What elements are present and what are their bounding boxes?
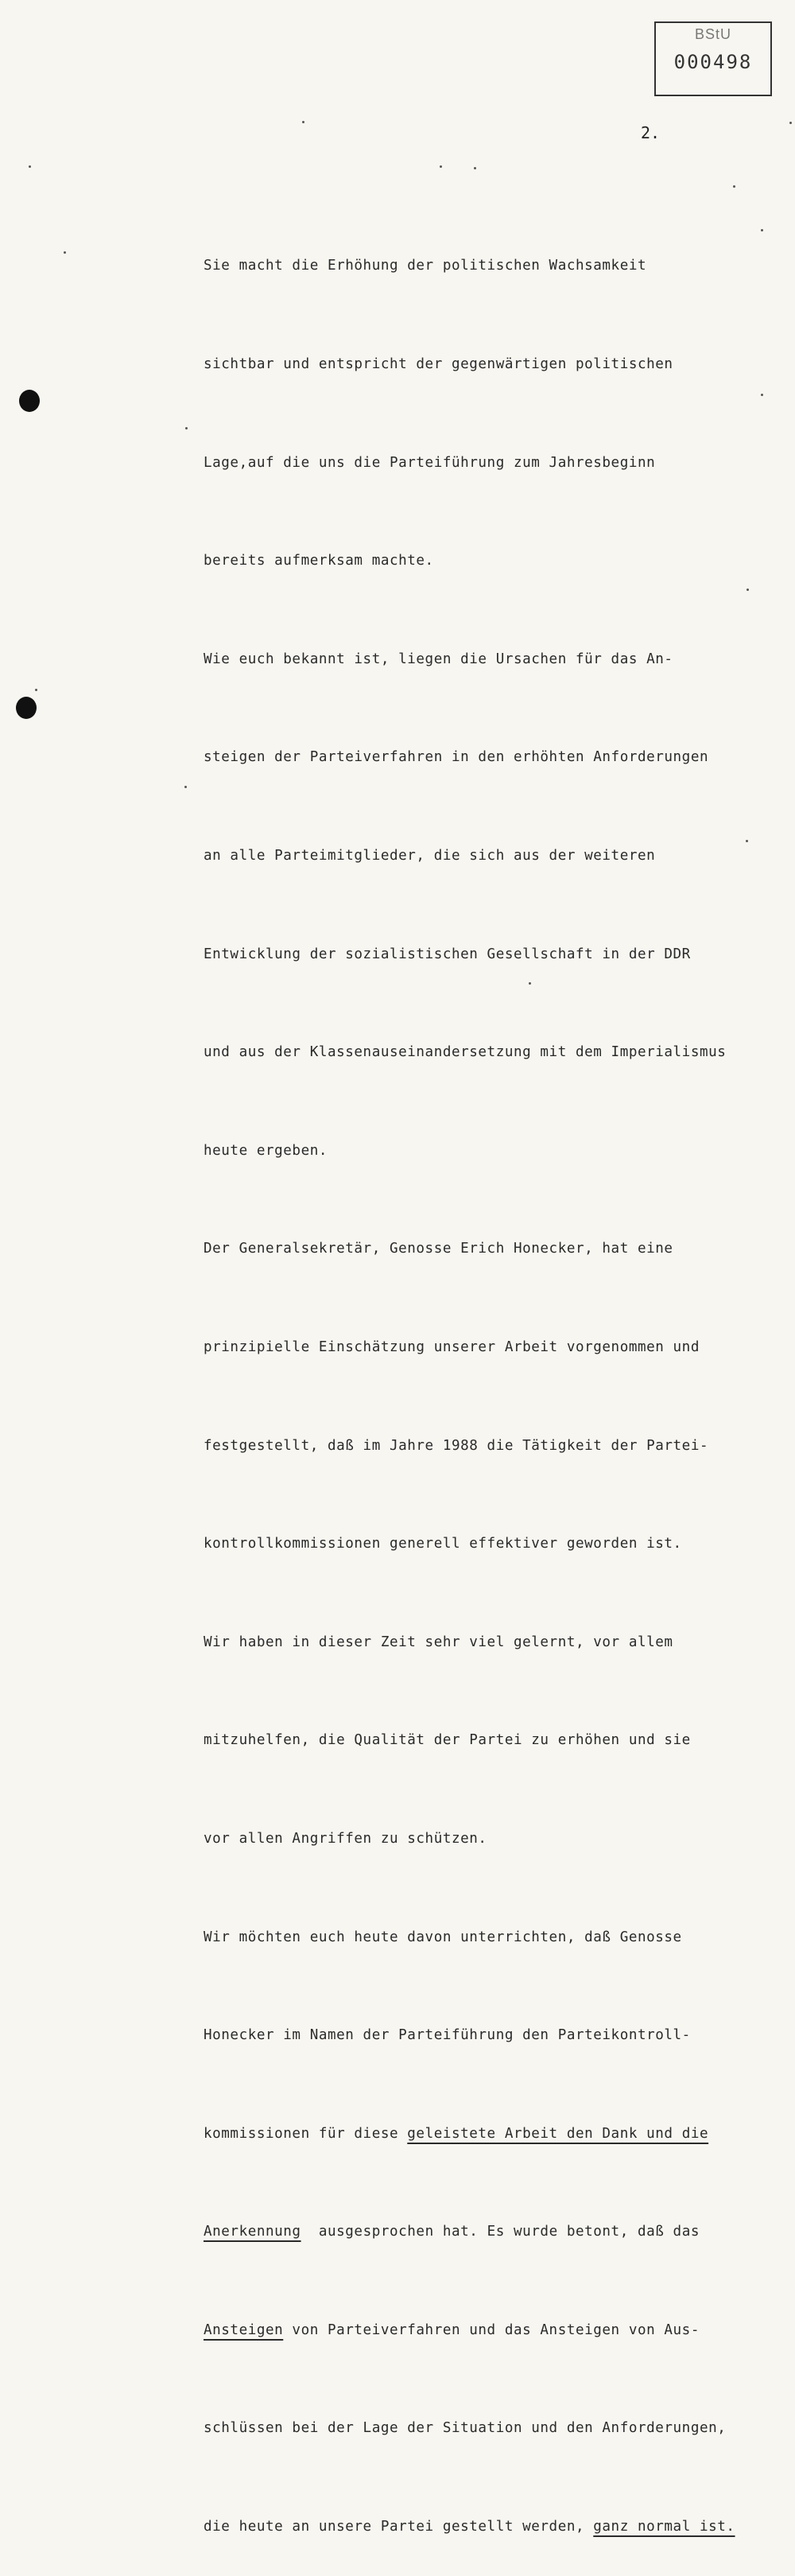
scan-speck xyxy=(29,165,31,168)
text-line: Honecker im Namen der Parteiführung den Parteikontroll- xyxy=(204,2027,691,2044)
text-line xyxy=(204,2314,776,2347)
scan-speck xyxy=(474,167,476,169)
text-line: schlüssen bei der Lage der Situation und den Anforderungen, xyxy=(204,2420,727,2437)
text-line xyxy=(204,2118,776,2151)
text-segment: die heute an unsere Partei gestellt werden, xyxy=(204,2519,594,2535)
document-body xyxy=(204,185,776,2576)
scan-speck xyxy=(184,786,187,788)
text-line xyxy=(204,2511,776,2543)
punch-hole xyxy=(16,697,37,719)
text-line: vor allen Angriffen zu schützen. xyxy=(204,1830,487,1847)
text-line: festgestellt, daß im Jahre 1988 die Tätigkeit der Partei- xyxy=(204,1437,709,1454)
page-number: 2. xyxy=(641,123,661,142)
text-line: sichtbar und entspricht der gegenwärtigen politischen xyxy=(204,356,673,372)
text-segment: kommissionen für diese xyxy=(204,2125,408,2142)
text-segment: ausgesprochen hat. Es wurde betont, daß das xyxy=(301,2224,700,2240)
text-line: Wir möchten euch heute davon unterrichten, daß Genosse xyxy=(204,1929,682,1945)
text-line: an alle Parteimitglieder, die sich aus der weiteren xyxy=(204,847,656,864)
text-line: prinzipielle Einschätzung unserer Arbeit vorgenommen und xyxy=(204,1339,700,1355)
scan-speck xyxy=(185,427,188,429)
underlined-phrase: Ansteigen xyxy=(204,2322,284,2338)
underlined-phrase: ganz normal ist. xyxy=(593,2519,735,2535)
text-line: Wir haben in dieser Zeit sehr viel gelernt, vor allem xyxy=(204,1634,673,1650)
scan-speck xyxy=(302,121,304,123)
archive-stamp xyxy=(654,21,772,96)
scan-speck xyxy=(789,122,792,124)
stamp-number: 000498 xyxy=(673,51,753,73)
text-line xyxy=(204,2216,776,2248)
stamp-label: BStU xyxy=(694,26,731,42)
text-line: Wie euch bekannt ist, liegen die Ursachen für das An- xyxy=(204,651,673,667)
text-line: steigen der Parteiverfahren in den erhöhten Anforderungen xyxy=(204,749,709,766)
text-line: und aus der Klassenauseinandersetzung mit dem Imperialismus xyxy=(204,1044,727,1061)
underlined-phrase: Anerkennung xyxy=(204,2224,301,2240)
scan-speck xyxy=(440,165,442,168)
text-line: kontrollkommissionen generell effektiver geworden ist. xyxy=(204,1536,682,1552)
text-line: Der Generalsekretär, Genosse Erich Honecker, hat eine xyxy=(204,1241,673,1257)
scan-speck xyxy=(35,689,37,691)
text-line: Sie macht die Erhöhung der politischen Wachsamkeit xyxy=(204,258,647,274)
punch-hole xyxy=(19,390,40,412)
scan-speck xyxy=(64,251,66,254)
text-line: bereits aufmerksam machte. xyxy=(204,553,434,569)
underlined-phrase: geleistete Arbeit den Dank und die xyxy=(407,2125,709,2142)
text-line: Entwicklung der sozialistischen Gesellschaft in der DDR xyxy=(204,946,691,962)
text-segment: von Parteiverfahren und das Ansteigen von Aus- xyxy=(283,2322,700,2338)
text-line: mitzuhelfen, die Qualität der Partei zu erhöhen und sie xyxy=(204,1732,691,1749)
text-line: Lage,auf die uns die Parteiführung zum Jahresbeginn xyxy=(204,454,656,471)
text-line: heute ergeben. xyxy=(204,1142,328,1159)
